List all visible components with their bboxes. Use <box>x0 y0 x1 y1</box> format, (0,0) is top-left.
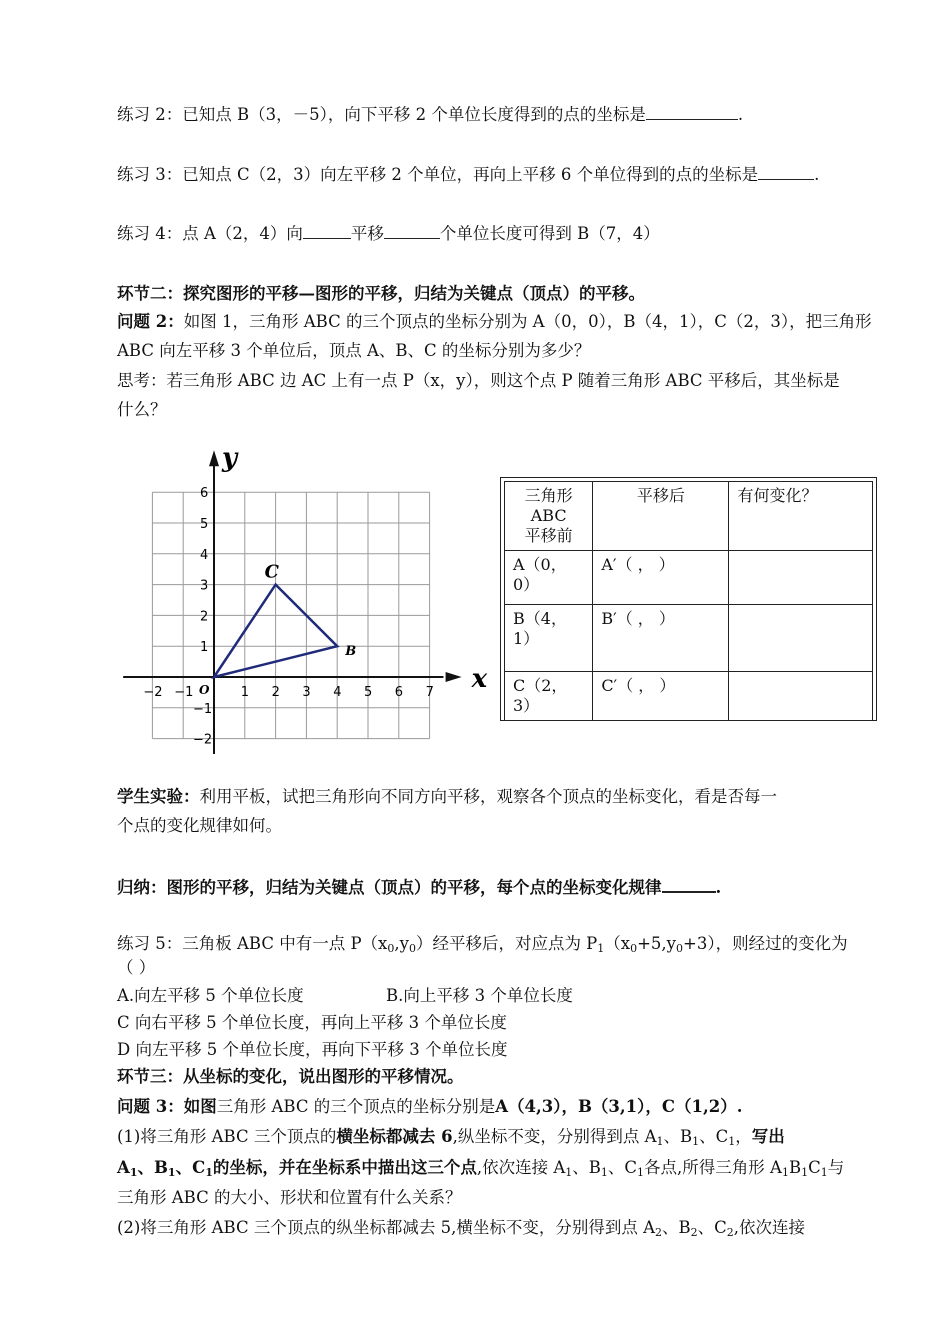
y-tick-label: 2 <box>200 609 209 625</box>
y-tick-label: 4 <box>200 547 209 563</box>
y-axis-label: y <box>222 443 238 474</box>
y-tick-label: 6 <box>200 486 209 502</box>
x-axis-label: x <box>471 664 488 694</box>
option-a[interactable]: A.向左平移 5 个单位长度 <box>117 986 304 1005</box>
question-3-line-3: $A_1$、$B_1$、$C_1$的坐标，并在坐标系中描出这三个点,依次连接 $A_1$、$B_1$、$C_1$各点,所得三角形 $A_1B_1C_1$与 <box>117 1158 845 1179</box>
x-tick-label: 2 <box>271 685 280 700</box>
x-tick-label: 7 <box>425 685 434 700</box>
translation-table <box>500 477 877 721</box>
answer-blank[interactable] <box>758 163 814 180</box>
coordinate-graph <box>110 443 488 765</box>
table-cell: B（4，1） <box>505 605 593 672</box>
table-cell: A（0，0） <box>505 551 593 605</box>
option-b[interactable]: B.向上平移 3 个单位长度 <box>386 986 573 1005</box>
experiment-line-1: 学生实验：利用平板，试把三角形向不同方向平移，观察各个顶点的坐标变化，看是否每一 <box>117 787 777 806</box>
summary: 归纳：图形的平移，归结为关键点（顶点）的平移，每个点的坐标变化规律 . <box>117 875 721 899</box>
exercise-2: 练习 2：已知点 B（3，－5），向下平移 2 个单位长度得到的点的坐标是 . <box>117 105 744 124</box>
option-c[interactable]: C 向右平移 5 个单位长度，再向上平移 3 个单位长度 <box>117 1013 507 1032</box>
y-tick-label: 3 <box>200 578 209 594</box>
table-cell[interactable] <box>729 551 873 605</box>
vertex-label-b: B <box>345 644 357 660</box>
question-3-line-2: (1)将三角形 ABC 三个顶点的横坐标都减去 6,纵坐标不变，分别得到点 $A_1$、$B_1$、$C_1$，写出 <box>117 1127 785 1148</box>
think-line-1: 思考：若三角形 ABC 边 AC 上有一点 P（x，y），则这个点 P 随着三角形 ABC 平移后，其坐标是 <box>117 371 840 390</box>
section-3-title: 环节三：从坐标的变化，说出图形的平移情况。 <box>117 1067 464 1086</box>
answer-blank[interactable] <box>384 222 440 239</box>
question-3-line-1: 问题 3：如图三角形 ABC 的三个顶点的坐标分别是A（4,3），B（3,1），C（1,2）. <box>117 1097 743 1116</box>
x-tick-label: −1 <box>174 685 194 700</box>
answer-blank[interactable] <box>646 103 738 120</box>
table-header <box>505 482 593 551</box>
option-d[interactable]: D 向左平移 5 个单位长度，再向下平移 3 个单位长度 <box>117 1040 508 1059</box>
header-line-2: 平移前 <box>524 526 573 545</box>
think-line-2: 什么？ <box>117 400 167 419</box>
y-tick-label: 5 <box>200 517 209 532</box>
x-tick-label: 1 <box>240 685 250 700</box>
header-line-1: 三角形 ABC <box>524 486 573 525</box>
experiment-line-2: 个点的变化规律如何。 <box>117 816 282 835</box>
y-tick-label: −1 <box>193 701 213 717</box>
table-cell[interactable]: B′（ ， ） <box>593 605 729 672</box>
question-3-line-4: 三角形 ABC 的大小、形状和位置有什么关系？ <box>117 1188 462 1207</box>
table-header: 有何变化？ <box>729 482 873 551</box>
y-tick-label: −2 <box>193 732 213 748</box>
table-cell[interactable] <box>729 605 873 672</box>
x-tick-label: 3 <box>302 685 311 700</box>
origin-label: O <box>199 683 210 697</box>
section-2-title: 环节二：探究图形的平移—图形的平移，归结为关键点（顶点）的平移。 <box>117 284 645 303</box>
x-tick-label: −2 <box>143 685 163 700</box>
table-header: 平移后 <box>593 482 729 551</box>
question-3-line-5: (2)将三角形 ABC 三个顶点的纵坐标都减去 5,横坐标不变，分别得到点 $A_2$、$B_2$、$C_2$,依次连接 <box>117 1218 805 1239</box>
answer-blank[interactable] <box>303 222 351 239</box>
vertex-label-c: C <box>264 561 279 583</box>
x-tick-label: 4 <box>333 685 342 700</box>
table-cell[interactable]: A′（ ， ） <box>593 551 729 605</box>
table-cell: C（2，3） <box>505 672 593 721</box>
answer-blank[interactable] <box>662 875 716 893</box>
question-2-line-2: ABC 向左平移 3 个单位后，顶点 A、B、C 的坐标分别为多少？ <box>117 341 591 360</box>
exercise-5: 练习 5：三角板 ABC 中有一点 $P(x_0,y_0)$经平移后，对应点为 $P_1(x_0+5,y_0+3)$，则经过的变化为 <box>117 934 848 955</box>
table-cell[interactable]: C′（ ， ） <box>593 672 729 721</box>
x-tick-label: 6 <box>394 685 404 700</box>
y-tick-label: 1 <box>200 640 209 656</box>
table-cell[interactable] <box>729 672 873 721</box>
answer-paren: （ ） <box>117 958 156 977</box>
x-tick-label: 5 <box>364 685 373 700</box>
exercise-3: 练习 3：已知点 C（2，3）向左平移 2 个单位，再向上平移 6 个单位得到的点的坐标是 . <box>117 165 820 184</box>
question-2-line-1: 问题 2：如图 1，三角形 ABC 的三个顶点的坐标分别为 A（0，0），B（4，1），C（2，3），把三角形 <box>117 312 872 331</box>
x-axis-arrow <box>446 672 462 682</box>
exercise-4: 练习 4：点 A（2，4）向 平移 个单位长度可得到 B（7，4） <box>117 224 660 243</box>
y-axis-arrow <box>209 450 219 466</box>
